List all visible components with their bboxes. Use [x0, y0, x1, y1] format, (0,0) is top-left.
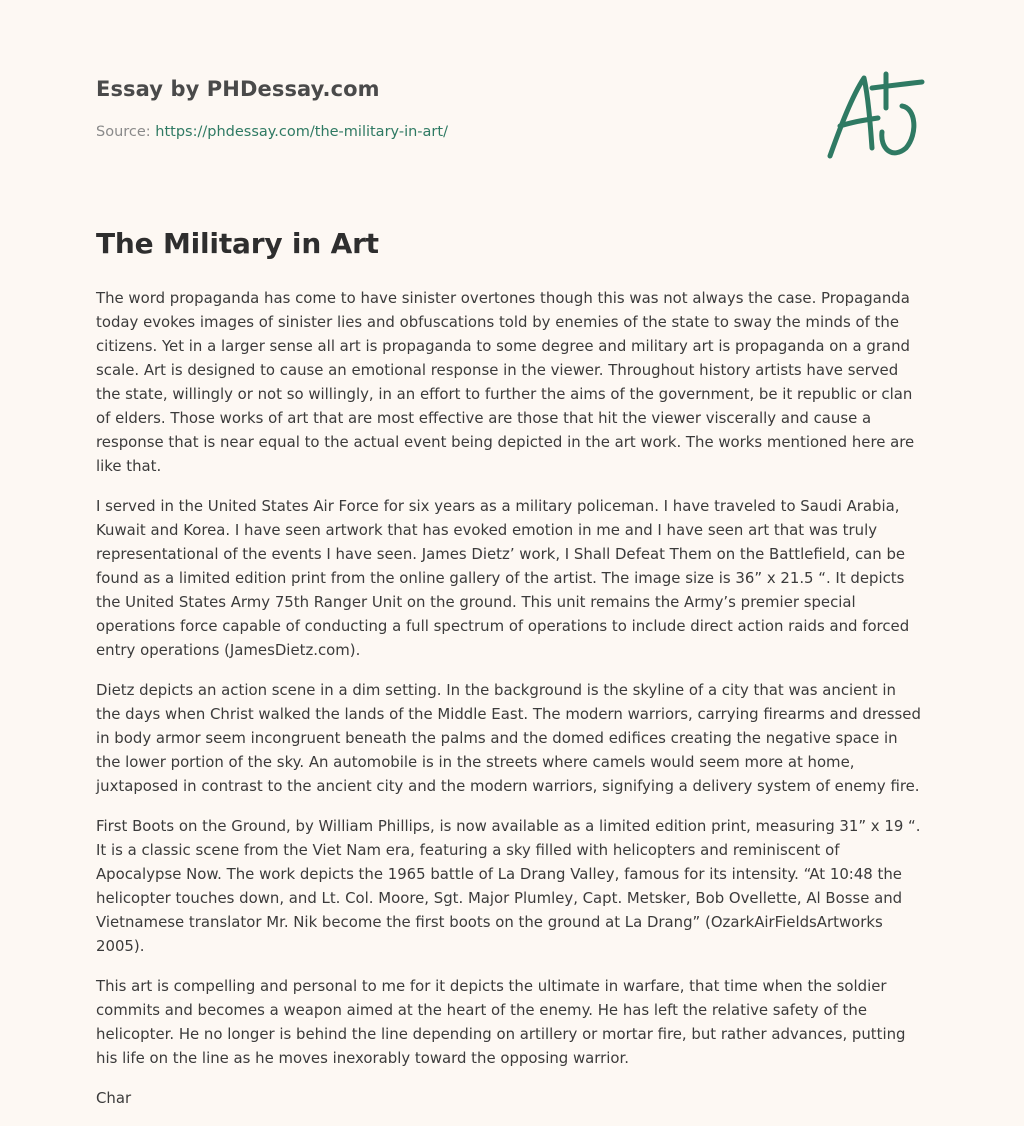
source-link[interactable]: https://phdessay.com/the-military-in-art/ [155, 124, 448, 140]
essay-paragraph: Dietz depicts an action scene in a dim setting. In the background is the skyline of a city that was ancient in the days when Christ walked the lands of the Middle East. The modern warriors, carrying firearms and dressed in body armor seem incongruent beneath the palms and the domed edifices creating the negative space in the lower portion of the sky. An automobile is in the streets where camels would seem more at home, juxtaposed in contrast to the ancient city and the modern warriors, signifying a delivery system of enemy fire. [96, 681, 921, 795]
essay-paragraph-truncated: Char [96, 1089, 132, 1107]
source-line [96, 124, 448, 140]
essay-paragraph: First Boots on the Ground, by William Phillips, is now available as a limited edition print, measuring 31” x 19 “. It is a classic scene from the Viet Nam era, featuring a sky filled with helicopters and reminiscent of Apocalypse Now. The work depicts the 1965 battle of La Drang Valley, famous for its intensity. “At 10:48 the helicopter touches down, and Lt. Col. Moore, Sgt. Major Plumley, Capt. Metsker, Bob Ovellette, Al Bosse and Vietnamese translator Mr. Nik become the first boots on the ground at La Drang” (OzarkAirFieldsArtworks 2005). [96, 817, 921, 955]
essay-paragraph: This art is compelling and personal to me for it depicts the ultimate in warfare, that time when the soldier commits and becomes a weapon aimed at the heart of the enemy. He has left the relative safety of the helicopter. He no longer is behind the line depending on artillery or mortar fire, but rather advances, putting his life on the line as he moves inexorably toward the opposing warrior. [96, 977, 906, 1067]
essay-body [96, 286, 922, 1126]
essay-paragraph: The word propaganda has come to have sinister overtones though this was not always the case. Propaganda today evokes images of sinister lies and obfuscations told by enemies of the state to sway the minds of the citizens. Yet in a larger sense all art is propaganda to some degree and military art is propaganda on a grand scale. Art is designed to cause an emotional response in the viewer. Throughout history artists have served the state, willingly or not so willingly, in an effort to further the aims of the government, be it republic or clan of elders. Those works of art that are most effective are those that hit the viewer viscerally and cause a response that is near equal to the actual event being depicted in the art work. The works mentioned here are like that. [96, 289, 915, 475]
brand-title: Essay by PHDessay.com [96, 77, 380, 101]
essay-title: The Military in Art [96, 227, 379, 260]
source-label: Source: [96, 124, 156, 140]
essay-paragraph: I served in the United States Air Force for six years as a military policeman. I have traveled to Saudi Arabia, Kuwait and Korea. I have seen artwork that has evoked emotion in me and I have seen art that was truly representational of the events I have seen. James Dietz’ work, I Shall Defeat Them on the Battlefield, can be found as a limited edition print from the online gallery of the artist. The image size is 36” x 21.5 “. It depicts the United States Army 75th Ranger Unit on the ground. This unit remains the Army’s premier special operations force capable of conducting a full spectrum of operations to include direct action raids and forced entry operations (JamesDietz.com). [96, 497, 910, 659]
a-plus-logo-icon [826, 68, 926, 164]
